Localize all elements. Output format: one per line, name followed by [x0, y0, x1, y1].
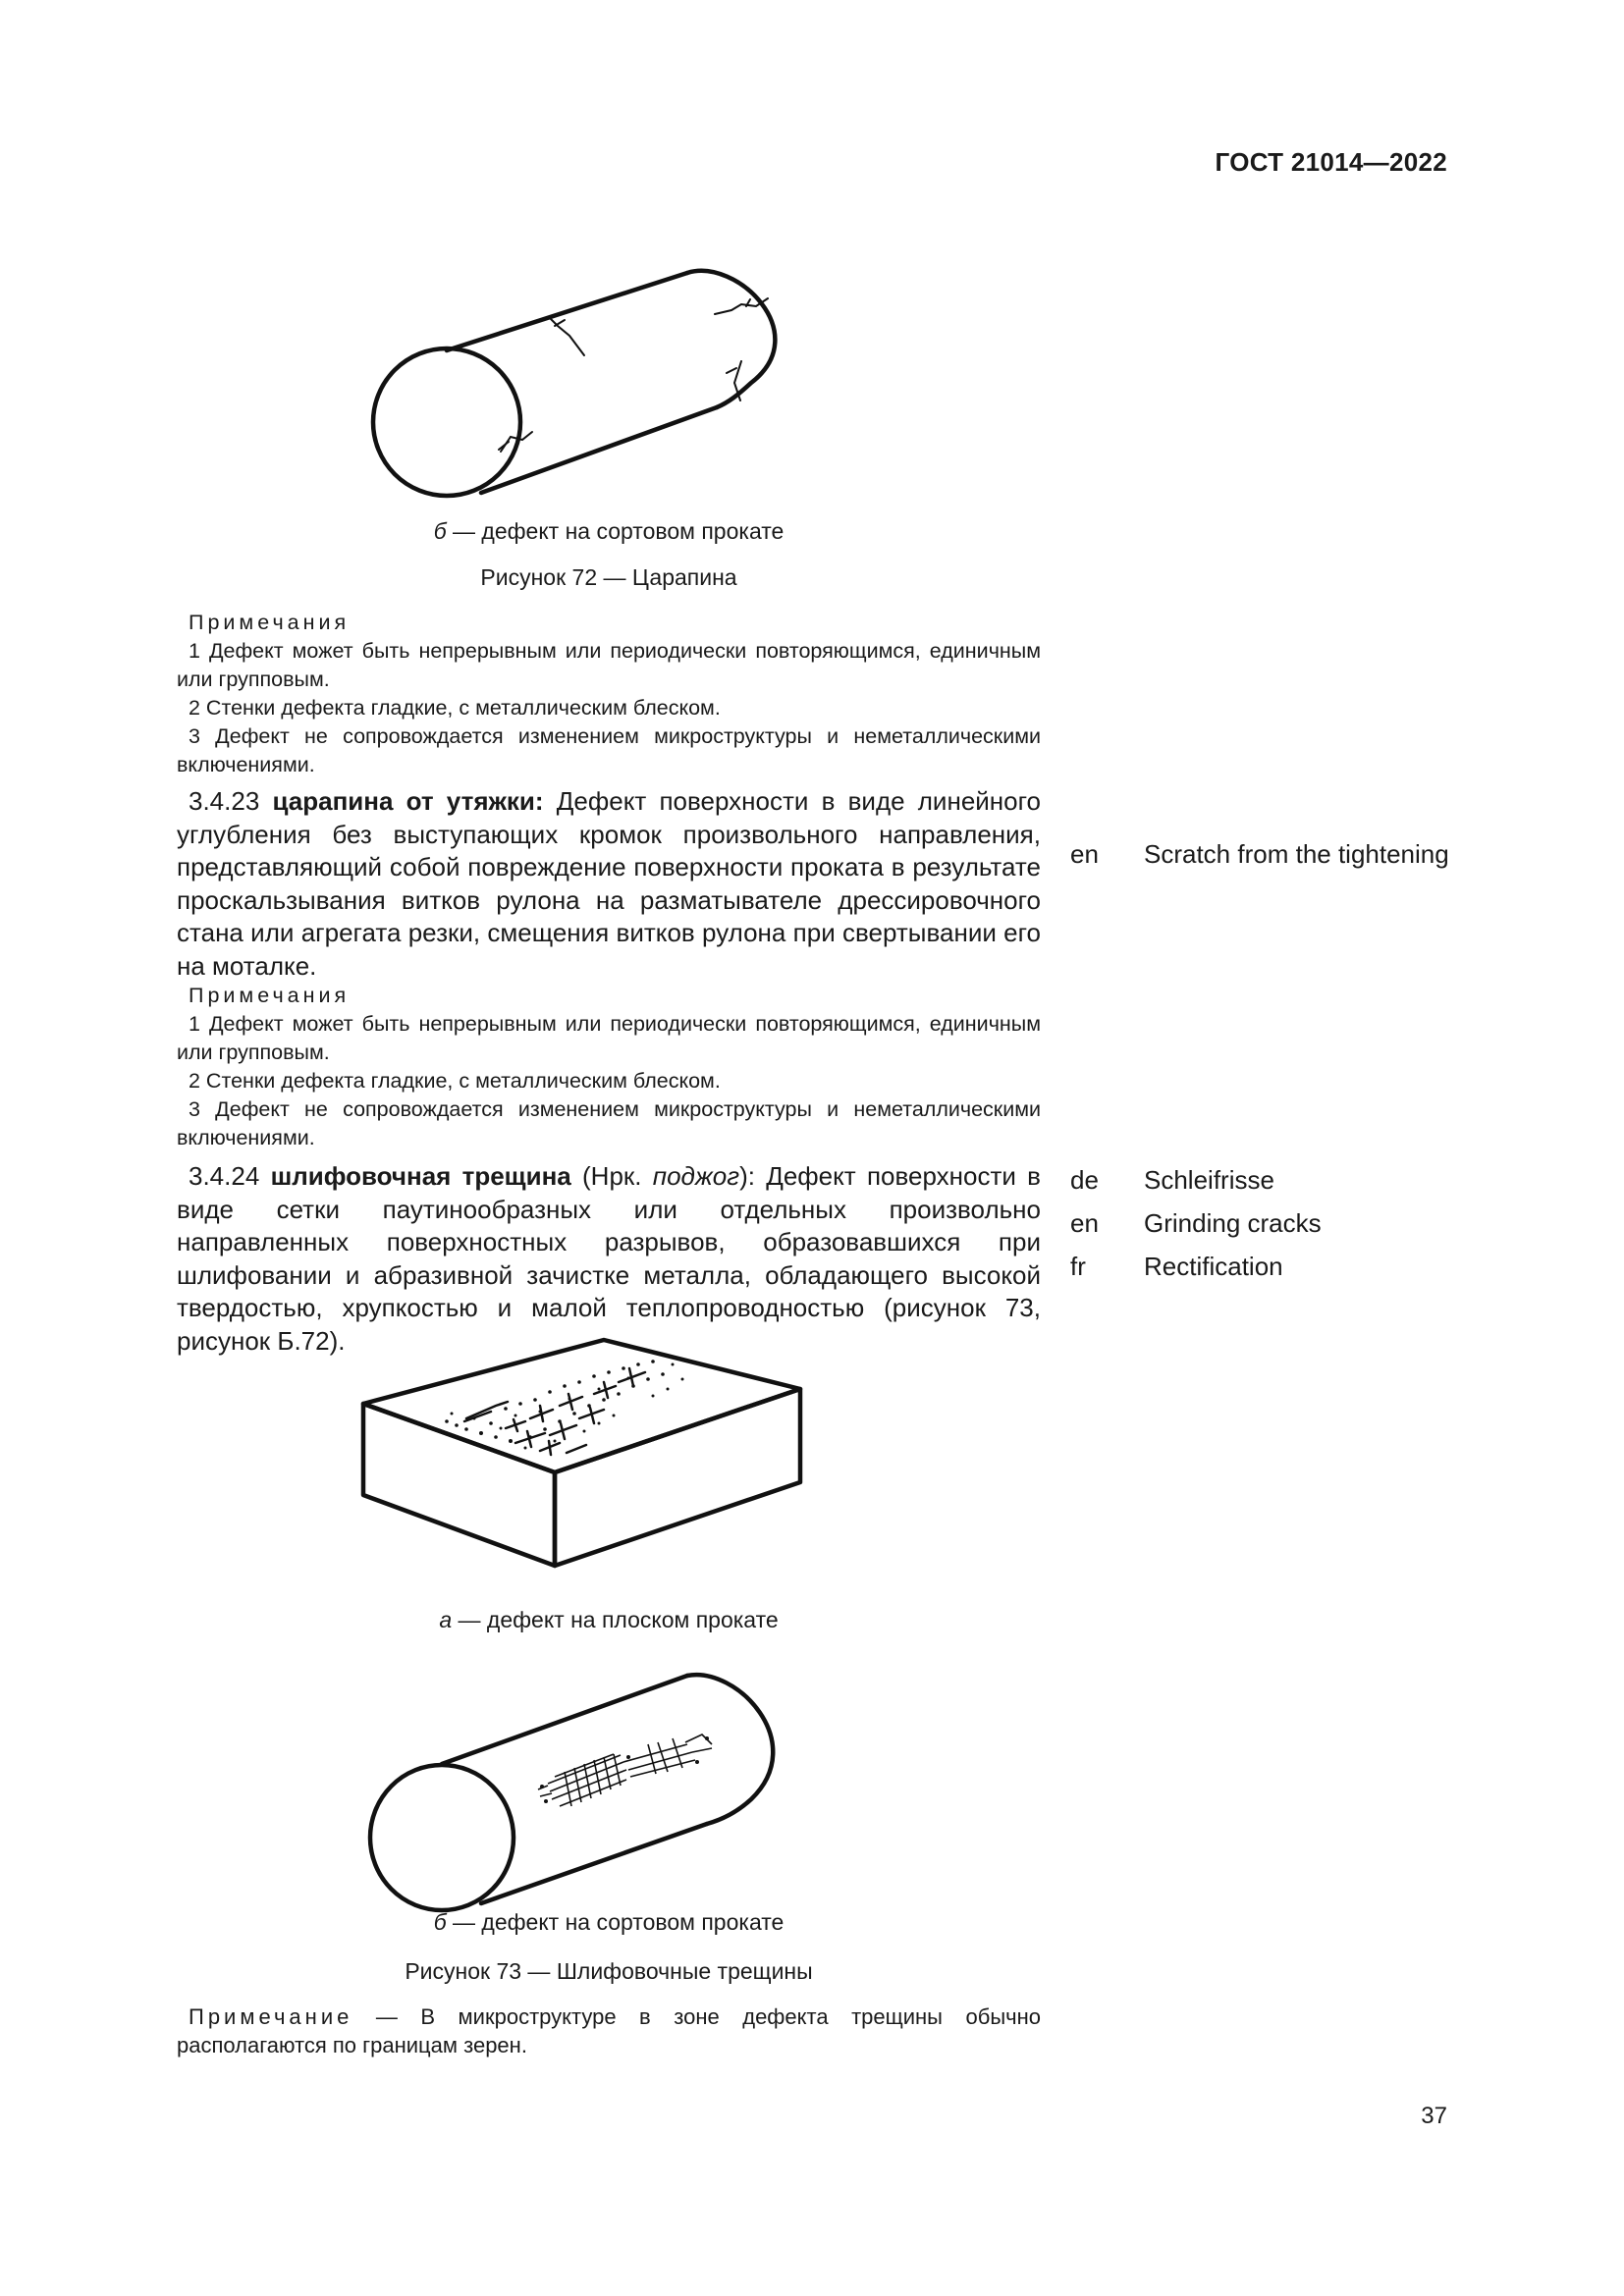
- figure-73a-subcaption: а — дефект на плоском прокате: [439, 1607, 779, 1632]
- note-text: — В микроструктуре в зоне дефекта трещины обычно располагаются по границам зерен.: [177, 2004, 1041, 2057]
- notes-title: Примечания: [189, 611, 351, 634]
- note-item: 1 Дефект может быть непрерывным или периодически повторяющимся, единичным или групповым.: [177, 639, 1041, 691]
- note-item: 2 Стенки дефекта гладкие, с металлическим блеском.: [189, 696, 721, 720]
- term-number: 3.4.24: [189, 1161, 260, 1191]
- term-name: шлифовочная трещина: [270, 1161, 571, 1191]
- note-item: 3 Дефект не сопровождается изменением микроструктуры и неметаллическими включениями.: [177, 724, 1041, 776]
- figure-73-bar-illustration: [363, 1664, 825, 1919]
- note-item: 1 Дефект может быть непрерывным или периодически повторяющимся, единичным или групповым.: [177, 1012, 1041, 1064]
- figure-73-caption: Рисунок 73 — Шлифовочные трещины: [405, 1958, 813, 1984]
- term-3-4-24: 3.4.24 шлифовочная трещина (Нрк. поджог): Дефект поверхности в виде сетки паутинообразных или отдельных произвольно направленных поверхностных разрывов, образовавшихся при шлифовании и абразивной зачистке металла, обладающего высокой твердостью, хрупкостью и малой теплопроводностью (рисунок 73, рисунок Б.72).: [177, 1161, 1041, 1356]
- document-header: ГОСТ 21014—2022: [1215, 147, 1447, 177]
- translation-lang: en: [1070, 1208, 1099, 1238]
- final-note: [177, 2002, 1041, 2059]
- notes-term-3-4-23: [177, 982, 1041, 1152]
- note-item: 2 Стенки дефекта гладкие, с металлическим блеском.: [189, 1069, 721, 1093]
- term-3-4-24-translations: [1070, 1158, 1453, 1288]
- translation-text: Schleifrisse: [1144, 1165, 1274, 1195]
- deprecated-term: поджог: [652, 1161, 740, 1191]
- notes-title: Примечания: [189, 984, 351, 1007]
- note-item: 3 Дефект не сопровождается изменением микроструктуры и неметаллическими включениями.: [177, 1097, 1041, 1149]
- figure-73b-subcaption: б — дефект на сортовом прокате: [433, 1909, 785, 1935]
- term-definition: Дефект поверхности в виде линейного углубления без выступающих кромок произвольного направления, представляющий собой повреждение поверхности проката в результате проскальзывания витков рулона на разматывателе дрессировочного стана или агрегата резки, смещения витков рулона при свертывании его на моталке.: [177, 786, 1041, 981]
- translation-text: Rectification: [1144, 1252, 1283, 1281]
- note-label: Примечание: [189, 2004, 353, 2029]
- translation-lang: fr: [1070, 1252, 1086, 1281]
- term-3-4-23-translations: [1070, 832, 1453, 876]
- figure-72-caption: Рисунок 72 — Царапина: [480, 564, 737, 590]
- translation-text: Scratch from the tightening: [1144, 839, 1449, 869]
- translation-text: Grinding cracks: [1144, 1208, 1322, 1238]
- translation-lang: de: [1070, 1165, 1099, 1195]
- notes-figure-72: [177, 609, 1041, 779]
- figure-72-subcaption: б — дефект на сортовом прокате: [433, 518, 785, 544]
- term-number: 3.4.23: [189, 786, 260, 816]
- translation-lang: en: [1070, 839, 1099, 869]
- figure-72-bar-illustration: [363, 245, 835, 510]
- page-number: 37: [1421, 2103, 1447, 2129]
- term-name: царапина от утяжки:: [272, 786, 544, 816]
- figure-73-plate-illustration: [358, 1335, 810, 1575]
- term-definition: Дефект поверхности в виде сетки паутинообразных или отдельных произвольно направленных поверхностных разрывов, образовавшихся при шлифовании и абразивной зачистке металла, обладающего высокой твердостью, хрупкостью и малой теплопроводностью (рисунок 73, рисунок Б.72).: [177, 1161, 1041, 1356]
- term-3-4-23: [177, 785, 1041, 983]
